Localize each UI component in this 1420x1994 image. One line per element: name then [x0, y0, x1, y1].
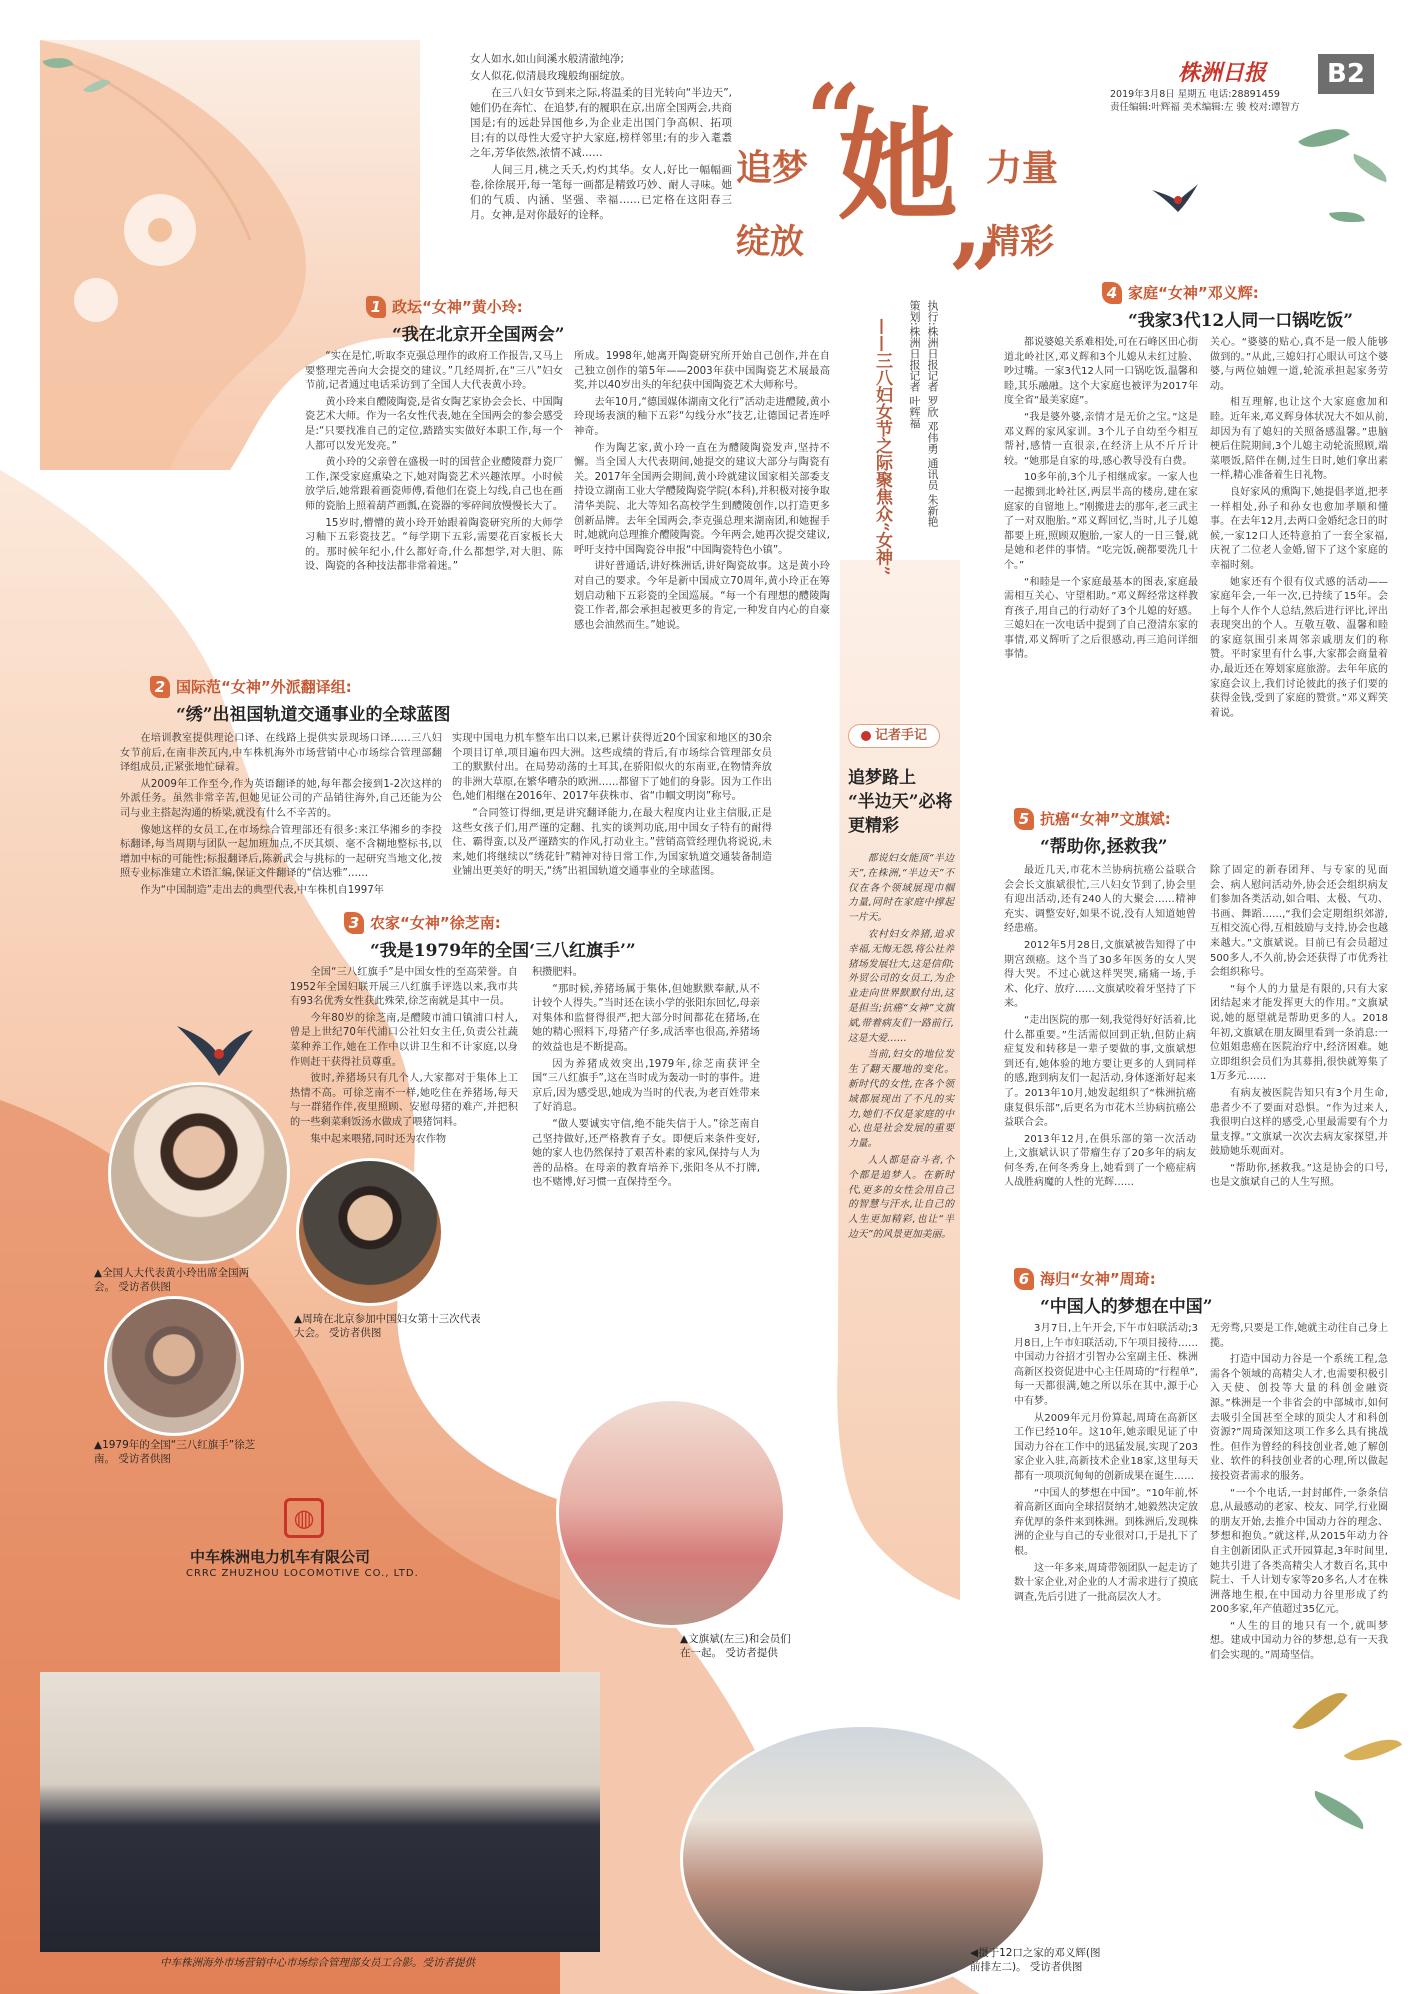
section-2-col1	[120, 732, 442, 901]
intro-paragraph: 在三八妇女节到来之际,将温柔的目光转向“半边天”,她们仍在奔忙、在追梦,有的履职在京,出席全国两会,共商国是;有的远赴异国他乡,为企业走出国门争高帜、拓项目;有的以母性大爱守护大家庭,榜样邻里;有的步入耄耋之年,芳华依然,浓情不减……	[470, 87, 733, 159]
paragraph: 在培训教室提供理论口译、在线路上提供实景现场口译……三八妇女节前后,在南非茨瓦内,中车株机海外市场营销中心市场综合管理部翻译组成员,正紧张地忙碌着。	[120, 733, 442, 774]
section-3-title: “我是1979年的全国‘三八红旗手’”	[370, 941, 636, 961]
paragraph: 黄小玲来自醴陵陶瓷,是省女陶艺家协会会长、中国陶瓷艺术大师。作为一名女性代表,她在全国两会的参会感受是:“只要找准自己的定位,踏踏实实做好本职工作,每一个人都可以发光发亮。”	[305, 396, 563, 452]
title-right-top: 力量	[986, 147, 1059, 189]
paragraph: “和睦是一个家庭最基本的图表,家庭最需相互关心、守望相助。”邓义辉经常这样教育孩子,用自己的行动好了3个儿媳的好感。三媳妇在一次电话中提到了自己澄清东家的事情,邓义辉听了之后很感动,再三追问详细事情。	[1004, 576, 1198, 661]
paragraph: 全国“三八红旗手”是中国女性的至高荣誉。自1952年全国妇联开展三八红旗手评选以来,我市共有93名优秀女性获此殊荣,徐芝南就是其中一员。	[290, 967, 518, 1008]
paragraph: 实现中国电力机车整车出口以来,已累计获得近20个国家和地区的30余个项目订单,项目遍布四大洲。这些成绩的背后,有市场综合管理部女员工的默默付出。在局势动荡的土耳其,在骄阳似火的东南亚,在物情奔放的非洲大草原,在繁华嘈杂的欧洲……都留下了她们的身影。因为工作出色,她们相继在2016年、2017年获株市、省“巾帼文明岗”称号。	[452, 733, 772, 803]
section-5-title: “帮助你,拯救我”	[1040, 837, 1168, 857]
paragraph: 打造中国动力谷是一个系统工程,急需各个领域的高精尖人才,也需要积极引入天使、创投等大量的科创金融资源。”株洲是一个非省会的中部城市,如何去吸引全国甚至全球的顶尖人才和科创资源?”周琦深知这项工作多么具有挑战性。但作为曾经的科技创业者,她了解创业、软件的科技创业者的心理,所以做起接投资者需求的服务。	[1210, 1354, 1388, 1482]
section-tag-label: 家庭“女神”邓义辉:	[1128, 284, 1259, 302]
photo-xu-zhinan	[104, 1296, 244, 1436]
paragraph: 作为“中国制造”走出去的典型代表,中车株机自1997年	[140, 884, 384, 896]
paragraph: 3月7日,上午开会,下午市妇联活动;3月8日,上午市妇联活动,下午项目接待……中国动力谷招才引智办公室副主任、株洲高新区投资促进中心主任周琦的“行程单”,每一天都很满,她之所以乐在其中,源于心中有梦。	[1014, 1323, 1198, 1407]
section-number-badge: 5	[1014, 808, 1034, 830]
title-quote-open: “	[806, 63, 862, 176]
page-number: B2	[1318, 54, 1374, 94]
paragraph: 从2009年元月份算起,周琦在高新区工作已经10年。这10年,她亲眼见证了中国动力谷在工作中的迅猛发展,实现了203家企业入驻,高新技术企业18家,这里每天都有一项项沉甸甸的创新成果在诞生……	[1014, 1412, 1198, 1482]
section-6-col1	[1014, 1322, 1198, 1607]
sidebar-text	[848, 852, 954, 1245]
caption-xu: ▲1979年的全国“三八红旗手”徐芝南。 受访者供图	[94, 1439, 256, 1465]
paragraph: 最近几天,市花木兰协病抗癌公益联合会会长文旗斌很忙,三八妇女节到了,协会里有迎出活动,还有240人的大聚会……精神充实、调整安好,如果不说,没有人知道她曾经患癌。	[1004, 865, 1196, 935]
section-3-col2	[532, 966, 760, 1193]
sidebar-title-line: 更精彩	[848, 816, 899, 836]
paragraph: 她家还有个很有仪式感的活动——家庭年会,一年一次,已持续了15年。会上每个人作个人总结,然后进行评比,评出表现突出的个人。互敬互敬、温馨和睦的家庭氛围引来周邻亲戚朋友们的称赞。平时家里有什么事,大家都会商量着办,最近还在筹划家庭旅游。去年年底的家庭会议上,我们讨论彼此的孩子们要的获得金钱,受到了家庭的赞赏。”邓义辉笑着说。	[1210, 576, 1388, 719]
caption-wen: ▲文旗斌(左三)和会员们在一起。 受访者提供	[680, 1633, 791, 1659]
photo-wen-qibin	[556, 1398, 786, 1628]
paragraph: 今年80岁的徐芝南,是醴陵市浦口镇浦口村人,曾是上世纪70年代浦口公社妇女主任,负责公社蔬菜种养工作,她在工作中以讲卫生和不计家庭,以身作则赶干获得社员尊重。	[290, 1012, 518, 1068]
section-number-badge: 3	[344, 912, 364, 934]
paragraph: “那时候,养猪场属于集体,但她默默奉献,从不计较个人得失。”当时还在读小学的张阳东回忆,母亲对集体和监督得很严,把大部分时间都花在猪场,在她的精心照料下,母猪产仔多,成活率也很高,养猪场的效益也是不断提高。	[532, 983, 760, 1053]
paragraph: 黄小玲的父亲曾在盛极一时的国营企业醴陵群力瓷厂工作,深受家庭熏染之下,她对陶瓷艺术兴趣浓厚。小时候放学后,她常跟着画瓷师傅,看他们在瓷上勾线,自己也在画师的瓷胎上照着葫芦画瓢,在瓷器的零碎间放慢慢长大了。	[305, 457, 563, 512]
vertical-subtitle: ——三八妇女节之际聚焦众“女神”	[872, 318, 892, 576]
paragraph: 除了固定的新春团拜、与专家的见面会、病人慰问活动外,协会还会组织病友们参加各类活动,如合唱、太极、气功、书画、舞蹈……,“我们会定期组织郊游,互相交流心得,互相鼓励与支持,协会也越来越大。”文旗斌说。目前已有会员超过500多人,不久前,协会还获得了市优秀社会组织称号。	[1210, 865, 1388, 979]
paragraph: 10多年前,3个儿子相继成家。一家人也一起搬到北岭社区,两层半高的楼房,建在家庭家的自留地上。”刚搬进去的那年,老三武主了一对双胞胎。”邓义辉回忆,当时,儿子儿媳都要上班,照顾双胞胎,一家人的一日三餐,就是她和老伴的事情。“吃完饭,碗都要洗几十个。”	[1004, 472, 1198, 571]
sidebar-title-line: “半边天”必将	[848, 792, 953, 812]
paragraph: 15岁时,懵懵的黄小玲开始跟着陶瓷研究所的大师学习釉下五彩瓷技艺。“每学期下五彩,需要花百家板长大的。那时候年纪小,什么都好奇,什么都想学,对大胆、陈设、陶瓷的各种技法都非常着迷。”	[305, 517, 563, 573]
intro-line: 女人似花,似清晨玫瑰般绚丽绽放。	[470, 70, 631, 82]
title-right-bottom: 精彩	[986, 222, 1054, 262]
section-4-col1	[1004, 336, 1198, 665]
paragraph: 无旁骛,只要是工作,她就主动往自己身上揽。	[1210, 1323, 1388, 1349]
section-5-col2	[1210, 864, 1388, 1193]
paragraph: 有病友被医院告知只有3个月生命,患者少不了要面对恐惧。“作为过来人,我很明白这样的感受,心里最需要有个力量支撑。”文旗斌一次次去病友家探望,并鼓励她乐观面对。	[1210, 1087, 1388, 1158]
paragraph: 人人都是奋斗者,个个都是追梦人。在新时代,更多的女性会用自己的智慧与汗水,让自己的人生更加精彩,也让“半边天”的风景更加美丽。	[848, 1154, 954, 1240]
section-5-col1	[1004, 864, 1196, 1193]
photo-zhou-qi	[296, 1158, 444, 1306]
section-number-badge: 4	[1102, 282, 1122, 304]
paragraph: 从2009年工作至今,作为英语翻译的她,每年都会接到1-2次这样的外派任务。虽然非常辛苦,但她见证公司的产品销往海外,自己还能为公司与业主搭起沟通的桥梁,就没有什么不辛苦的。	[120, 778, 442, 819]
paragraph: 都说婆媳关系难相处,可在石峰区田心街道北岭社区,邓义辉和3个儿媳从未红过脸、吵过嘴。一家3代12人同一口锅吃饭,温馨和睦,其乐融融。这个大家庭也被评为2017年度全省“最美家庭”。	[1004, 337, 1198, 407]
photo-huang-xiaoling	[108, 1082, 290, 1264]
caption-deng: ◀摄于12口之家的邓义辉(图前排左二)。 受访者供图	[970, 1947, 1101, 1973]
paragraph: 作为陶艺家,黄小玲一直在为醴陵陶瓷发声,坚持不懈。当全国人大代表期间,她提交的建议大部分与陶瓷有关。2017年全国两会期间,黄小玲就建议国家相关部委支持设立湖南工业大学醴陵陶瓷学院(本科),并积极对接争取清华美院、北大等知名高校学生到醴陵创作,以打造更多创新品牌。去年全国两会,李克强总理来湖南团,和她握手时,她就向总理推介醴陵陶瓷。今年两会,她再次提交建议,呼吁支持中国陶瓷谷申报“中国陶瓷特色小镇”。	[574, 442, 830, 556]
section-2-tag	[150, 676, 352, 698]
section-5-tag	[1014, 808, 1171, 830]
paragraph: 良好家风的熏陶下,她提倡孝道,把孝一样相处,孙子和孙女也愈加孝顺和懂事。在去年12月,去两口金婚纪念日的时候,一家12口人还特意拍了一套全家福,庆祝了二位老人金婚,留下了这个家庭的幸福时刻。	[1210, 486, 1388, 571]
swallow-icon	[175, 1020, 255, 1080]
intro-line: 女人如水,如山间溪水般清澈纯净;	[470, 53, 624, 65]
section-2-title: “绣”出祖国轨道交通事业的全球蓝图	[176, 705, 451, 725]
section-tag-label: 政坛“女神”黄小玲:	[392, 298, 523, 316]
section-6-title: “中国人的梦想在中国”	[1040, 1297, 1213, 1317]
record-dot-icon	[861, 731, 871, 741]
caption-group: 中车株洲海外市场营销中心市场综合管理部女员工合影。受访者提供	[160, 1957, 475, 1969]
paragraph: 积攒肥料。	[532, 967, 583, 978]
paragraph: 去年10月,“德国媒体湖南文化行”活动走进醴陵,黄小玲现场表演的釉下五彩“勾线分水”技艺,让德国记者连呼神奇。	[574, 396, 830, 437]
paragraph: 像她这样的女员工,在市场综合管理部还有很多:来江华湘乡的李投标翻译,每当周期与团队一起加班加点,不厌其烦、毫不含糊地整标书,以增加中标的可能性;标报翻译后,陈新武会与挑标的一起研究当地文化,按照专业标准建立术语汇编,保证文件翻译的“信达雅”……	[120, 824, 442, 880]
paragraph: 集中起来喂猪,同时还为农作物	[310, 1133, 447, 1145]
caption-huang: ▲全国人大代表黄小玲出席全国两会。 受访者供图	[94, 1267, 250, 1293]
section-6-tag	[1014, 1268, 1156, 1290]
swallow-icon	[1150, 180, 1200, 216]
sidebar-badge-label: 记者手记	[874, 728, 927, 743]
paragraph: 讲好普通话,讲好株洲话,讲好陶瓷故事。这是黄小玲对自己的要求。今年是新中国成立70周年,黄小玲正在筹划启动釉下五彩瓷的全国巡展。“每一个有理想的醴陵陶瓷工作者,都会承担起被更多的肯定,一种发自内心的自豪感也会油然而生。”她说。	[574, 561, 830, 631]
vertical-credit-2: 策划:株洲日报记者 叶辉福	[908, 300, 921, 429]
company-name-cn: 中车株洲电力机车有限公司	[190, 1548, 371, 1566]
paragraph: 这一年多来,周琦带领团队一起走访了数十家企业,对企业的人才需求进行了摸底调查,先后引进了一批高层次人才。	[1014, 1562, 1198, 1603]
paragraph: “帮助你,拯救我。”这是协会的口号,也是文旗斌自己的人生写照。	[1210, 1162, 1388, 1189]
paragraph: 所成。1998年,她离开陶瓷研究所开始自己创作,并在自己独立创作的第5年——2003年获中国陶瓷艺术展最高奖,并以40岁出头的年纪获中国陶瓷艺术大师称号。	[574, 351, 830, 392]
sidebar-title-line: 追梦路上	[848, 768, 916, 788]
paragraph: 2012年5月28日,文旗斌被告知得了中期宫颈癌。这个当了30多年医务的女人哭得大哭。不过心就这样哭哭,痛痛一场,手术、化疗、放疗……文旗斌咬着牙坚持了下来。	[1004, 939, 1196, 1010]
paragraph: “中国人的梦想在中国”。“10年前,怀着高新区面向全球招贤纳才,她毅然决定放弃优厚的条件来到株洲。到株洲后,发现株洲的企业与自己的专业很对口,于是扎下了根。	[1014, 1487, 1198, 1557]
section-tag-label: 国际范“女神”外派翻译组:	[176, 678, 352, 696]
company-name-en: CRRC ZHUZHOU LOCOMOTIVE CO., LTD.	[186, 1568, 419, 1579]
title-center-char: 她	[838, 96, 958, 237]
section-tag-label: 农家“女神”徐芝南:	[370, 914, 501, 932]
crrc-logo-icon: ◍	[284, 1498, 324, 1538]
paragraph: 当前,妇女的地位发生了翻天覆地的变化。新时代的女性,在各个领域都展现出了不凡的实力,她们不仅是家庭的中心,也是社会发展的重要力量。	[848, 1049, 954, 1150]
section-number-badge: 2	[150, 676, 170, 698]
section-4-tag	[1102, 282, 1259, 304]
paragraph: 农村妇女养猪,追求幸福,无悔无怨,将公社养猪场发展壮大,这是信仰;外贸公司的女员工,为企业走向世界默默付出,这是担当;抗癌“女神”文旗斌,带着病友们一路前行,这是大爱……	[848, 928, 954, 1044]
section-3-tag	[344, 912, 501, 934]
paragraph: “人生的目的地只有一个,就叫梦想。建成中国动力谷的梦想,总有一天我们会实现的。”周琦坚信。	[1210, 1620, 1388, 1662]
paragraph: “我是婆外婆,亲情才是无价之宝。”这是邓义辉的家风家训。3个儿子自幼至今相互帮衬,感情一直很亲,在经济上从不斤斤计较。“她那是自家的母,感心教导没有白费。	[1004, 411, 1198, 467]
section-tag-label: 海归“女神”周琦:	[1040, 1270, 1156, 1288]
section-number-badge: 1	[366, 296, 386, 318]
intro-paragraph: 人间三月,桃之夭夭,灼灼其华。女人,好比一幅幅画卷,徐徐展开,每一笔每一画都是精致巧妙、耐人寻味。她们的气质、内涵、坚强、幸福……已定格在这阳春三月。女神,是对你最好的诠释。	[470, 164, 732, 221]
section-1-col1	[305, 350, 563, 577]
intro-text	[470, 52, 732, 225]
newspaper-logo: 株洲日报	[1178, 60, 1267, 86]
section-number-badge: 6	[1014, 1268, 1034, 1290]
paragraph: “走出医院的那一刻,我觉得好好活着,比什么都重要。”生活需似回到正轨,但防止病症复发和转移是一辈子要做的事,文旗斌想到还有,她体验的地方要让更多的人到同样的感,跑到病友们一起活动,身体逐渐好起来了。2013年10月,她发起组织了“株洲抗癌康复俱乐部”,后更名为市花木兰协病抗癌公益联合会。	[1004, 1014, 1196, 1129]
paragraph: “实在是忙,听取李克强总理作的政府工作报告,又马上要整理完善向大会提交的建议。”几经周折,在“三八”妇女节前,记者通过电话采访到了全国人大代表黄小玲。	[305, 351, 563, 392]
sidebar-badge	[848, 724, 940, 748]
paragraph: “一个个电话,一封封邮件,一条条信息,从最感动的老家、校友、同学,行业圈的朋友开始,去推介中国动力谷的理念、梦想和抱负。”就这样,从2015年动力谷自主创新团队正式开园算起,3年时间里,她共引进了各类高精尖人才数百名,其中院士、千人计划专家等20多名,人才在株洲落地生根,在中国动力谷里形成了约200多家,年产值超过35亿元。	[1210, 1487, 1388, 1616]
section-2-col2	[452, 732, 772, 882]
section-1-tag	[366, 296, 523, 318]
title-quote-close: ”	[948, 223, 1004, 336]
paragraph: 相互理解,也让这个大家庭愈加和睦。近年来,邓义辉身体状况大不如从前,却因为有了媳妇的关照备感温馨。”患脑梗后住院期间,3个儿媳主动轮流照顾,端菜喂饭,陪伴在侧,过生日时,她们拿出素一样,精心准备着生日礼物。	[1210, 397, 1388, 482]
paragraph: “做人要诚实守信,绝不能失信于人。”徐芝南自己坚持做好,还严格教育子女。即便后来条件变好,她的家人也仍然保持了艰苦朴素的家风,保持与人为善的品格。在母亲的教育培养下,张阳冬从不打牌,也不赌博,好习惯一直保持至今。	[532, 1118, 760, 1189]
caption-zhou: ▲周琦在北京参加中国妇女第十三次代表大会。 受访者供图	[294, 1313, 481, 1339]
paragraph: 都说妇女能顶“半边天”,在株洲,“半边天”不仅在各个领域展现巾帼力量,同时在家庭中撑起一片天。	[848, 853, 954, 924]
photo-crrc-group	[40, 1672, 600, 1952]
section-6-col2	[1210, 1322, 1388, 1666]
paragraph: 彼时,养猪场只有几个人,大家都对于集体上工热情不高。可徐芝南不一样,她吃住在养猪场,每天与一群猪作伴,夜里照顾、安慰母猪的难产,并把积的一些剩菜剩饭汤水做成了喂猪饲料。	[290, 1073, 518, 1128]
paragraph: “每个人的力量是有限的,只有大家团结起来才能发挥更大的作用。”文旗斌说,她的愿望就是帮助更多的人。2018年初,文旗斌在朋友圈里看到一条消息:一位姐姐患癌在医院治疗中,经济困难。她立即组织会员们为其募捐,很快就筹集了1万多元……	[1210, 983, 1388, 1083]
section-1-title: “我在北京开全国两会”	[392, 325, 565, 345]
sidebar-title	[848, 766, 956, 838]
editors-line: 责任编辑:叶辉福 美术编辑:左 骏 校对:谭智方	[1110, 102, 1300, 113]
section-4-title: “我家3代12人同一口锅吃饭”	[1128, 311, 1354, 331]
section-1-col2	[574, 350, 830, 635]
paragraph: “合同签订得细,更是讲究翻译能力,在最大程度内让业主信服,正是这些女孩子们,用严谨的定翻、扎实的谈判功底,用中国女子特有的耐得住、霸得蛮,以及严谨踏实的作风,打动业主。”营销高管经理仇将说说,未来,她们将继续以“绣花针”精神对待日常工作,为国家轨道交通装备制造业铺出更美好的明天,“绣”出祖国轨道交通事业的全球蓝图。	[452, 807, 772, 878]
paragraph: 2013年12月,在俱乐部的第一次活动上,文旗斌认识了带瘤生存了20多年的病友何冬秀,在何冬秀身上,她看到了一个癌症病人战胜病魔的人性的光辉……	[1004, 1133, 1196, 1189]
section-3-col1	[290, 966, 518, 1149]
paragraph: 因为养猪成效突出,1979年,徐芝南获评全国“三八红旗手”,这在当时成为轰动一时的事件。进京后,因为感受思,她成为当时的代表,为老百姓带来了好消息。	[532, 1058, 760, 1114]
title-left-bottom: 绽放	[736, 222, 804, 262]
section-tag-label: 抗癌“女神”文旗斌:	[1040, 810, 1171, 828]
date-line: 2019年3月8日 星期五 电话:28891459	[1110, 89, 1280, 100]
vertical-credit-1: 执行:株洲日报记者 罗欣 邓伟勇 通讯员 朱新艳	[926, 300, 939, 527]
section-4-col2	[1210, 336, 1388, 723]
title-left-top: 追梦	[736, 147, 809, 189]
paragraph: 关心。“婆婆的贴心,真不是一般人能够做到的。”从此,三媳妇打心眼认可这个婆婆,与两位妯娌一道,轮流承担起家务劳动。	[1210, 337, 1388, 392]
